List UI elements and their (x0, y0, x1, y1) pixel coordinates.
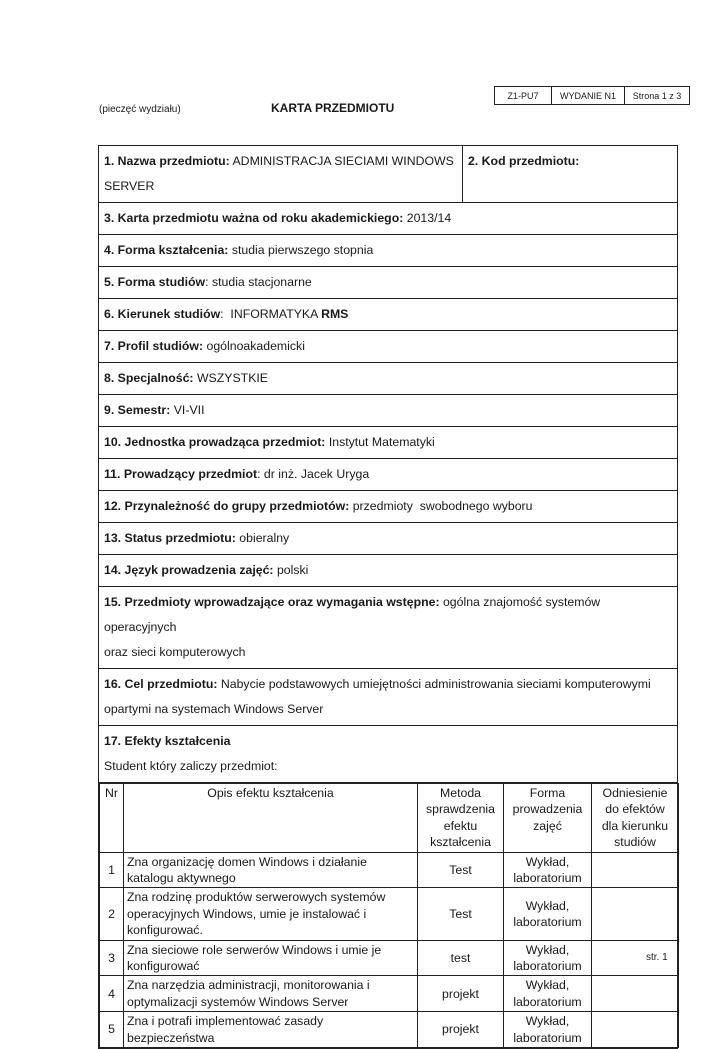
row-nr: 5 (100, 1012, 124, 1048)
field-unit (99, 427, 678, 459)
row-form: Wykład, laboratorium (504, 888, 592, 940)
field-label: 10. Jednostka prowadząca przedmiot: (104, 435, 326, 449)
field-study-form (99, 267, 678, 299)
field-course-code (463, 146, 678, 203)
field-course-status (99, 523, 678, 555)
learning-outcomes-cell (99, 783, 678, 1049)
row-form: Wykład, laboratorium (504, 1012, 592, 1048)
col-header-reference: Odniesienie do efektów dla kierunku studiów (592, 784, 679, 853)
field-value: Instytut Matematyki (328, 435, 435, 449)
row-method: Test (418, 888, 504, 940)
field-label: 7. Profil studiów: (104, 339, 204, 353)
faculty-seal-placeholder: (pieczęć wydziału) (99, 104, 181, 115)
row-method: Test (418, 852, 504, 888)
field-label: 9. Semestr: (104, 403, 171, 417)
col-header-description: Opis efektu kształcenia (124, 784, 418, 853)
field-value: : INFORMATYKA (220, 307, 322, 321)
field-value-bold: RMS (321, 307, 349, 321)
doc-edition: WYDANIE N1 (552, 87, 625, 105)
row-form: Wykład, laboratorium (504, 940, 592, 976)
course-card-table (98, 145, 678, 1049)
field-label: 17. Efekty kształcenia (104, 734, 231, 748)
row-description: Zna i potrafi implementować zasady bezpieczeństwa (124, 1012, 418, 1048)
field-label: 1. Nazwa przedmiotu: (104, 154, 230, 168)
learning-outcomes-table (99, 783, 679, 1048)
field-label: 3. Karta przedmiotu ważna od roku akademickiego: (104, 211, 404, 225)
field-label: 8. Specjalność: (104, 371, 194, 385)
doc-page-of: Strona 1 z 3 (625, 87, 690, 105)
field-specialization (99, 363, 678, 395)
table-row (100, 888, 679, 940)
row-reference (592, 852, 679, 888)
field-label: 4. Forma kształcenia: (104, 243, 229, 257)
field-value: ogólna znajomość systemów operacyjnych (104, 595, 601, 634)
field-label: 13. Status przedmiotu: (104, 531, 236, 545)
row-method: projekt (418, 1012, 504, 1048)
field-label: 2. Kod przedmiotu: (468, 154, 580, 168)
row-reference (592, 888, 679, 940)
field-course-goal (99, 669, 678, 726)
table-row (100, 976, 679, 1012)
col-header-method: Metoda sprawdzenia efektu kształcenia (418, 784, 504, 853)
row-method: test (418, 940, 504, 976)
row-reference (592, 976, 679, 1012)
col-header-nr: Nr (100, 784, 124, 853)
row-description: Zna organizację domen Windows i działanie katalogu aktywnego (124, 852, 418, 888)
field-prerequisites (99, 587, 678, 669)
field-language (99, 555, 678, 587)
field-study-profile (99, 331, 678, 363)
field-value: ADMINISTRACJA SIECIAMI WINDOWS (232, 154, 454, 168)
field-label: 14. Język prowadzenia zajęć: (104, 563, 274, 577)
document-code-table (494, 86, 690, 105)
field-label: 12. Przynależność do grupy przedmiotów: (104, 499, 350, 513)
field-intro: Student który zaliczy przedmiot: (104, 759, 278, 773)
field-value: : studia stacjonarne (205, 275, 312, 289)
row-form: Wykład, laboratorium (504, 852, 592, 888)
field-education-form (99, 235, 678, 267)
field-value: Nabycie podstawowych umiejętności administrowania sieciami komputerowymi (220, 677, 651, 691)
page-number: str. 1 (646, 952, 668, 963)
field-value: : dr inż. Jacek Uryga (257, 467, 370, 481)
row-description: Zna narzędzia administracji, monitorowania i optymalizacji systemów Windows Server (124, 976, 418, 1012)
col-header-form: Forma prowadzenia zajęć (504, 784, 592, 853)
row-reference (592, 1012, 679, 1048)
learning-outcomes-header (100, 784, 679, 853)
field-label: 16. Cel przedmiotu: (104, 677, 218, 691)
table-row (100, 852, 679, 888)
field-value: VI-VII (173, 403, 205, 417)
field-label: 15. Przedmioty wprowadzające oraz wymagania wstępne: (104, 595, 440, 609)
field-value-cont: SERVER (104, 179, 155, 193)
field-course-name (99, 146, 463, 203)
field-value: WSZYSTKIE (196, 371, 269, 385)
field-value: 2013/14 (406, 211, 452, 225)
field-valid-from (99, 203, 678, 235)
row-description: Zna rodzinę produktów serwerowych systemów operacyjnych Windows, umie je instalować i konfigurować. (124, 888, 418, 940)
field-semester (99, 395, 678, 427)
field-label: 5. Forma studiów (104, 275, 206, 289)
field-value: studia pierwszego stopnia (231, 243, 374, 257)
row-nr: 3 (100, 940, 124, 976)
field-value: polski (276, 563, 309, 577)
field-field-of-study (99, 299, 678, 331)
table-row (100, 940, 679, 976)
field-row-1 (99, 146, 678, 203)
row-nr: 2 (100, 888, 124, 940)
field-learning-outcomes (99, 726, 678, 783)
row-nr: 4 (100, 976, 124, 1012)
table-row (100, 1012, 679, 1048)
field-lecturer (99, 459, 678, 491)
row-nr: 1 (100, 852, 124, 888)
field-label: 11. Prowadzący przedmiot (104, 467, 258, 481)
row-form: Wykład, laboratorium (504, 976, 592, 1012)
field-value-cont: opartymi na systemach Windows Server (104, 702, 324, 716)
field-course-group (99, 491, 678, 523)
field-value: ogólnoakademicki (206, 339, 305, 353)
field-value-cont: oraz sieci komputerowych (104, 645, 246, 659)
field-value: obieralny (239, 531, 290, 545)
row-method: projekt (418, 976, 504, 1012)
row-description: Zna sieciowe role serwerów Windows i umie je konfigurować (124, 940, 418, 976)
field-label: 6. Kierunek studiów (104, 307, 221, 321)
doc-code: Z1-PU7 (495, 87, 552, 105)
field-value: przedmioty swobodnego wyboru (352, 499, 533, 513)
page-title: KARTA PRZEDMIOTU (271, 101, 395, 115)
